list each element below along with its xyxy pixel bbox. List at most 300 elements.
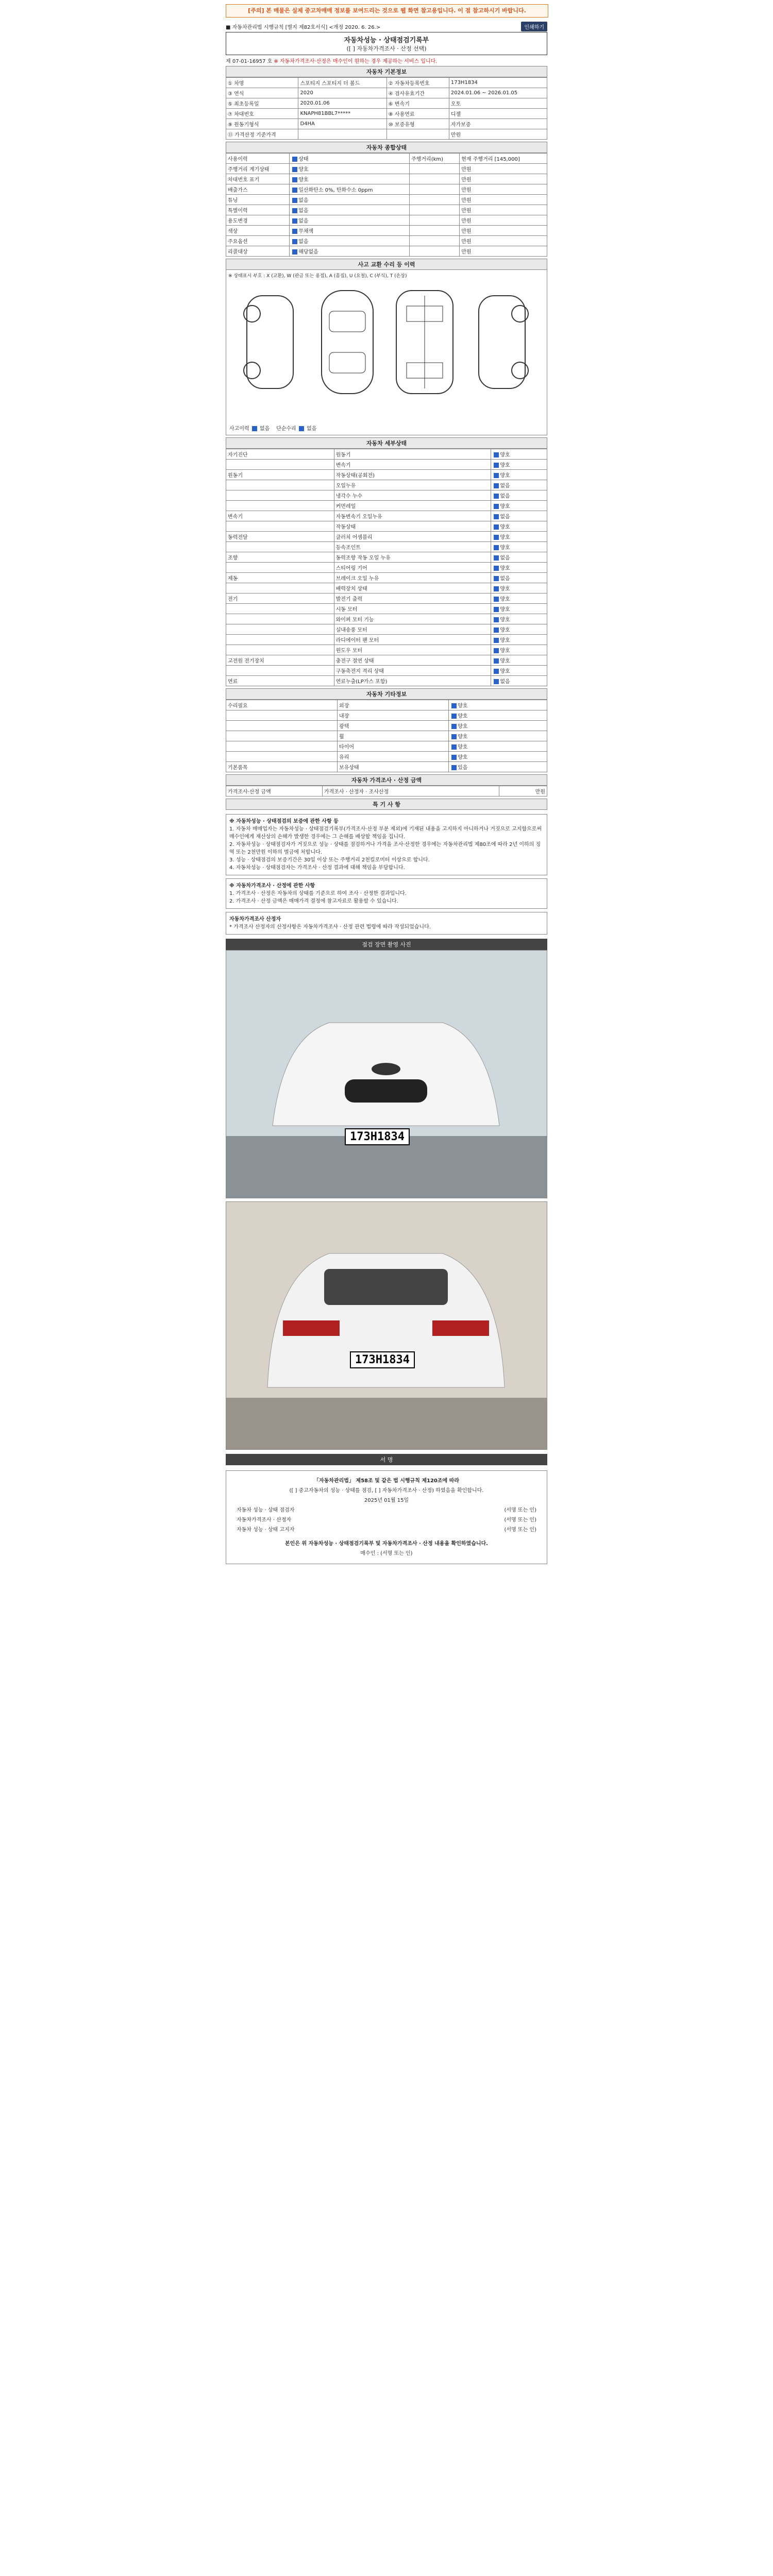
- warranty-paragraph: 3. 성능 · 상태점검의 보증기간은 30일 이상 또는 주행거리 2천킬로미터 이상으로 합니다.: [229, 857, 430, 863]
- status-checkbox[interactable]: [451, 724, 457, 729]
- table-cell: 없음: [290, 205, 410, 215]
- table-cell: 클러치 어셈블리: [334, 532, 491, 542]
- table-cell: 차대번호 표기: [226, 174, 290, 184]
- table-cell: 양호: [491, 666, 547, 676]
- status-row: [226, 154, 547, 164]
- table-cell: 동력전달: [226, 532, 334, 542]
- table-cell: 만원: [460, 195, 547, 205]
- table-cell: 오일누유: [334, 480, 491, 490]
- table-cell: 브레이크 오일 누유: [334, 573, 491, 583]
- table-cell: 작동상태: [334, 521, 491, 532]
- document-title-box: [226, 32, 547, 55]
- status-checkbox[interactable]: [292, 188, 297, 193]
- table-cell: 특별이력: [226, 205, 290, 215]
- table-cell: [226, 731, 338, 741]
- table-cell: 양호: [491, 635, 547, 645]
- sketch-legend: ※ 상태표시 부호 : X (교환), W (판금 또는 용접), A (흠집), U (요철), C (부식), T (손상): [228, 274, 407, 279]
- table-cell: 2024.01.06 ~ 2026.01.05: [449, 88, 547, 98]
- accident-history: [229, 424, 316, 432]
- accident-label: 사고이력: [229, 426, 249, 432]
- table-cell: 만원: [460, 205, 547, 215]
- table-cell: 양호: [491, 655, 547, 666]
- basic-row: [226, 129, 547, 140]
- table-cell: [410, 246, 460, 257]
- table-cell: 없음: [491, 480, 547, 490]
- table-cell: 사용이력: [226, 154, 290, 164]
- status-checkbox[interactable]: [494, 658, 499, 664]
- price-notice-title: ※ 자동차가격조사 · 산정에 관한 사항: [229, 883, 315, 889]
- etc-row: [226, 762, 547, 772]
- car-top-front-icon: [314, 285, 381, 399]
- table-cell: 없음: [290, 236, 410, 246]
- price-paragraph: 2. 가격조사 · 산정 금액은 매매가격 결정에 참고자료로 활용할 수 있습니다.: [229, 899, 398, 904]
- sign-panel: [226, 1470, 547, 1564]
- status-checkbox[interactable]: [494, 555, 499, 561]
- document-title: 자동차성능 · 상태점검기록부: [344, 37, 429, 44]
- detail-row: [226, 449, 547, 460]
- table-cell: [226, 583, 334, 594]
- table-cell: 튜닝: [226, 195, 290, 205]
- table-cell: 양호: [449, 752, 547, 762]
- table-cell: ⑨ 원동기형식: [226, 119, 298, 129]
- detail-row: [226, 542, 547, 552]
- detail-row: [226, 666, 547, 676]
- result-table: [226, 786, 547, 796]
- detail-row: [226, 635, 547, 645]
- price-service-notice: ※ 자동차가격조사·산정은 매수인이 원하는 경우 제공하는 서비스 입니다.: [274, 59, 438, 64]
- table-cell: 없음: [290, 215, 410, 226]
- result-unit: 만원: [499, 786, 547, 796]
- table-cell: 양호: [491, 624, 547, 635]
- table-cell: [226, 741, 338, 752]
- table-cell: 양호: [491, 645, 547, 655]
- notifier-label: 자동차 성능 · 상태 고지자: [237, 1527, 295, 1533]
- table-cell: 자동변속기 오일누유: [334, 511, 491, 521]
- table-cell: 타이어: [338, 741, 449, 752]
- warranty-paragraph: 4. 자동차성능 · 상태점검자는 가격조사 · 산정 결과에 대해 책임을 부담합니다.: [229, 865, 405, 871]
- status-row: [226, 226, 547, 236]
- sign-lead: 「자동차관리법」 제58조 및 같은 법 시행규칙 제120조에 따라: [313, 1478, 460, 1484]
- table-cell: 양호: [290, 164, 410, 174]
- table-cell: 자가보증: [449, 119, 547, 129]
- basic-info-table: [226, 77, 547, 140]
- detail-table: [226, 449, 547, 686]
- table-cell: [226, 614, 334, 624]
- table-cell: 만원: [460, 174, 547, 184]
- status-row: [226, 215, 547, 226]
- status-checkbox[interactable]: [451, 755, 457, 760]
- status-checkbox[interactable]: [494, 535, 499, 540]
- table-cell: 양호: [491, 542, 547, 552]
- table-cell: [226, 645, 334, 655]
- table-cell: 만원: [460, 226, 547, 236]
- status-checkbox[interactable]: [292, 218, 297, 224]
- document-number: 제 07-01-16957 호: [226, 59, 273, 64]
- status-checkbox[interactable]: [451, 703, 457, 708]
- detail-row: [226, 563, 547, 573]
- table-cell: [226, 480, 334, 490]
- table-cell: 주행거리(km): [410, 154, 460, 164]
- appraiser-sign: (서명 또는 인): [504, 1517, 536, 1523]
- print-button[interactable]: 인쇄하기: [521, 22, 547, 31]
- table-cell: 양호: [449, 721, 547, 731]
- table-cell: 양호: [491, 583, 547, 594]
- table-cell: [410, 184, 460, 195]
- repair-checkbox[interactable]: [299, 426, 304, 431]
- detail-row: [226, 501, 547, 511]
- table-cell: 유리: [338, 752, 449, 762]
- section-detail: 자동차 세부상태: [226, 437, 547, 449]
- table-cell: [386, 129, 449, 140]
- status-checkbox[interactable]: [494, 628, 499, 633]
- detail-row: [226, 532, 547, 542]
- car-left-side-icon: [237, 285, 304, 399]
- status-checkbox[interactable]: [494, 483, 499, 488]
- status-checkbox[interactable]: [494, 504, 499, 509]
- price-notice: [226, 878, 547, 909]
- photos-header: 점검 장면 촬영 사진: [226, 939, 547, 950]
- table-cell: 상태: [290, 154, 410, 164]
- table-cell: 시동 모터: [334, 604, 491, 614]
- price-notice-body: [229, 890, 544, 905]
- status-checkbox[interactable]: [494, 524, 499, 530]
- document-subtitle: ([ ] 자동차가격조사 · 산정 선택): [346, 45, 427, 52]
- table-cell: 만원: [460, 236, 547, 246]
- table-cell: 만원: [460, 184, 547, 195]
- law-reference: ■ 자동차관리법 시행규칙 [별지 제82호서식] <개정 2020. 6. 26.>: [226, 24, 381, 30]
- table-cell: [410, 236, 460, 246]
- warranty-title: ※ 자동차성능 · 상태점검의 보증에 관한 사항 등: [229, 819, 339, 824]
- table-cell: 일산화탄소 0%, 탄화수소 0ppm: [290, 184, 410, 195]
- etc-row: [226, 741, 547, 752]
- table-cell: ② 자동차등록번호: [386, 78, 449, 88]
- warranty-paragraph: 2. 자동차성능 · 상태점검자가 거짓으로 성능 · 상태를 점검하거나 가격을 조사·산정한 경우에는 자동차관리법 제80조에 따라 2년 이하의 징역 또는 2천만원 이하의 벌금에 처합니다.: [229, 842, 541, 855]
- table-cell: [226, 563, 334, 573]
- table-cell: 원동기: [334, 449, 491, 460]
- table-cell: 양호: [491, 532, 547, 542]
- table-cell: ⑧ 사용연료: [386, 109, 449, 119]
- section-result: 자동차 가격조사 · 산정 금액: [226, 774, 547, 786]
- table-cell: 2020.01.06: [298, 98, 386, 109]
- notifier-sign: (서명 또는 인): [504, 1527, 536, 1533]
- basic-row: [226, 88, 547, 98]
- price-paragraph: 1. 가격조사 · 산정은 자동차의 상태를 기준으로 하여 조사 · 산정한 결과입니다.: [229, 891, 407, 896]
- status-checkbox[interactable]: [494, 648, 499, 653]
- table-cell: 양호: [449, 700, 547, 710]
- repair-value: 없음: [307, 426, 317, 432]
- table-cell: 양호: [449, 741, 547, 752]
- appraiser-label: 자동차가격조사 · 산정자: [237, 1517, 292, 1523]
- status-checkbox[interactable]: [494, 679, 499, 684]
- warranty-paragraph: 1. 자동차 매매업자는 자동차성능 · 상태점검기록부(가격조사·산정 부분 제외)에 기재된 내용을 고지하지 아니하거나 거짓으로 고지함으로써 매수인에게 재산상의 손해가 발생한 경우에는 그 손해를 배상할 책임을 집니다.: [229, 826, 542, 840]
- table-cell: 구동축전지 격리 상태: [334, 666, 491, 676]
- detail-row: [226, 614, 547, 624]
- table-cell: [410, 174, 460, 184]
- checker-note: * 가격조사 산정자의 산정사항은 자동차가격조사 · 산정 관련 법령에 따라 작성되었습니다.: [229, 924, 431, 930]
- etc-row: [226, 700, 547, 710]
- sign-date: 2025년 01월 15일: [364, 1498, 409, 1503]
- table-cell: [410, 215, 460, 226]
- table-cell: [410, 205, 460, 215]
- status-checkbox[interactable]: [451, 714, 457, 719]
- result-row: [226, 786, 547, 796]
- detail-row: [226, 552, 547, 563]
- buyer-sign: 매수인 : (서명 또는 인): [360, 1551, 413, 1556]
- detail-row: [226, 583, 547, 594]
- status-checkbox[interactable]: [292, 177, 297, 182]
- table-cell: 양호: [491, 594, 547, 604]
- table-cell: ⑤ 최초등록일: [226, 98, 298, 109]
- status-checkbox[interactable]: [494, 586, 499, 591]
- table-cell: 양호: [449, 710, 547, 721]
- etc-row: [226, 731, 547, 741]
- car-rear-image: [226, 1202, 547, 1449]
- table-cell: 리콜대상: [226, 246, 290, 257]
- table-cell: 양호: [491, 614, 547, 624]
- detail-row: [226, 511, 547, 521]
- detail-row: [226, 624, 547, 635]
- status-checkbox[interactable]: [292, 229, 297, 234]
- table-cell: [226, 624, 334, 635]
- repair-label: 단순수리: [276, 426, 296, 432]
- table-cell: 내장: [338, 710, 449, 721]
- table-cell: [226, 542, 334, 552]
- table-cell: 양호: [290, 174, 410, 184]
- table-cell: [226, 752, 338, 762]
- table-cell: 없음: [491, 511, 547, 521]
- car-diagram-panel: [226, 270, 547, 435]
- table-cell: 제동: [226, 573, 334, 583]
- table-cell: 원동기: [226, 470, 334, 480]
- table-cell: 없음: [290, 195, 410, 205]
- table-cell: 외장: [338, 700, 449, 710]
- car-right-side-icon: [468, 285, 535, 399]
- table-cell: 보유상태: [338, 762, 449, 772]
- status-checkbox[interactable]: [494, 617, 499, 622]
- table-cell: 디젤: [449, 109, 547, 119]
- table-cell: ⑦ 차대번호: [226, 109, 298, 119]
- table-cell: 현재 주행거리 [145,000]: [460, 154, 547, 164]
- table-cell: 무채색: [290, 226, 410, 236]
- sign-row-inspector: [237, 1505, 536, 1515]
- status-checkbox[interactable]: [494, 566, 499, 571]
- table-cell: 2020: [298, 88, 386, 98]
- section-etc: 자동차 기타정보: [226, 688, 547, 700]
- table-cell: 양호: [491, 460, 547, 470]
- car-underbody-icon: [391, 285, 458, 399]
- document-number-row: [226, 55, 547, 66]
- status-checkbox[interactable]: [494, 576, 499, 581]
- table-cell: 실내송풍 모터: [334, 624, 491, 635]
- table-cell: 연료누출(LP가스 포함): [334, 676, 491, 686]
- table-cell: 와이퍼 모터 기능: [334, 614, 491, 624]
- table-cell: 있음: [449, 762, 547, 772]
- accident-checkbox[interactable]: [252, 426, 257, 431]
- table-cell: [410, 164, 460, 174]
- table-cell: 양호: [491, 521, 547, 532]
- checker-notice: [226, 912, 547, 935]
- table-cell: KNAPH81BBL7*****: [298, 109, 386, 119]
- table-cell: [226, 721, 338, 731]
- status-checkbox[interactable]: [292, 208, 297, 213]
- table-cell: [226, 490, 334, 501]
- status-row: [226, 195, 547, 205]
- table-cell: 고전원 전기장치: [226, 655, 334, 666]
- status-checkbox[interactable]: [494, 514, 499, 519]
- table-cell: 윈도우 모터: [334, 645, 491, 655]
- table-cell: [226, 635, 334, 645]
- table-cell: 조향: [226, 552, 334, 563]
- table-cell: ③ 연식: [226, 88, 298, 98]
- table-cell: 용도변경: [226, 215, 290, 226]
- table-cell: 광택: [338, 721, 449, 731]
- table-cell: 해당없음: [290, 246, 410, 257]
- status-checkbox[interactable]: [494, 463, 499, 468]
- status-row: [226, 236, 547, 246]
- sign-row-appraiser: [237, 1515, 536, 1525]
- table-cell: 기본품목: [226, 762, 338, 772]
- table-cell: 양호: [491, 563, 547, 573]
- table-cell: ④ 검사유효기간: [386, 88, 449, 98]
- sign-footer: 본인은 위 자동차성능 · 상태점검기록부 및 자동차가격조사 · 산정 내용을 확인하였습니다.: [285, 1541, 488, 1547]
- form-header-line: [226, 21, 547, 32]
- detail-row: [226, 480, 547, 490]
- status-checkbox[interactable]: [292, 167, 297, 172]
- rear-plate: 173H1834: [350, 1351, 415, 1368]
- basic-row: [226, 78, 547, 88]
- inspection-document: [226, 21, 547, 1564]
- detail-row: [226, 470, 547, 480]
- sign-header: 서 명: [226, 1454, 547, 1465]
- front-photo: [226, 950, 547, 1198]
- status-row: [226, 246, 547, 257]
- section-sketch: 사고 교환 수리 등 이력: [226, 259, 547, 270]
- etc-row: [226, 721, 547, 731]
- status-checkbox[interactable]: [451, 765, 457, 770]
- table-cell: 휠: [338, 731, 449, 741]
- table-cell: 커먼레일: [334, 501, 491, 511]
- table-cell: 만원: [449, 129, 547, 140]
- detail-row: [226, 594, 547, 604]
- status-checkbox[interactable]: [292, 198, 297, 203]
- table-cell: [226, 521, 334, 532]
- table-cell: 변속기: [334, 460, 491, 470]
- table-cell: 양호: [491, 501, 547, 511]
- etc-row: [226, 752, 547, 762]
- table-cell: 없음: [491, 676, 547, 686]
- table-cell: ⑥ 변속기: [386, 98, 449, 109]
- warranty-notice: [226, 814, 547, 875]
- table-cell: 양호: [491, 604, 547, 614]
- etc-row: [226, 710, 547, 721]
- detail-row: [226, 676, 547, 686]
- table-cell: 주행거리 계기상태: [226, 164, 290, 174]
- special-notes-head: 특 기 사 항: [226, 799, 547, 810]
- status-row: [226, 205, 547, 215]
- table-cell: ⑪ 가격산정 기준가격: [226, 129, 298, 140]
- table-cell: 냉각수 누수: [334, 490, 491, 501]
- etc-table: [226, 700, 547, 772]
- detail-row: [226, 645, 547, 655]
- warning-banner: [주의] 본 매물은 실제 중고차매매 정보를 보여드리는 것으로 웹 화면 참고용입니다. 이 점 참고하시기 바랍니다.: [226, 4, 548, 18]
- table-cell: 스티어링 기어: [334, 563, 491, 573]
- table-cell: 없음: [491, 552, 547, 563]
- table-cell: [410, 195, 460, 205]
- section-status: 자동차 종합상태: [226, 142, 547, 153]
- status-checkbox[interactable]: [494, 638, 499, 643]
- status-checkbox[interactable]: [494, 669, 499, 674]
- table-cell: 작동상태(공회전): [334, 470, 491, 480]
- table-cell: 등속조인트: [334, 542, 491, 552]
- status-checkbox[interactable]: [494, 597, 499, 602]
- status-checkbox[interactable]: [451, 734, 457, 739]
- table-cell: 전기: [226, 594, 334, 604]
- detail-row: [226, 573, 547, 583]
- table-cell: 스포티지 스포티지 더 볼드: [298, 78, 386, 88]
- table-cell: [226, 666, 334, 676]
- table-cell: ⑩ 보증유형: [386, 119, 449, 129]
- table-cell: [226, 604, 334, 614]
- status-checkbox[interactable]: [292, 239, 297, 244]
- table-cell: 자기진단: [226, 449, 334, 460]
- inspector-sign: (서명 또는 인): [504, 1507, 536, 1513]
- result-label: 가격조사·산정 금액: [226, 786, 323, 796]
- status-checkbox[interactable]: [494, 452, 499, 457]
- detail-row: [226, 460, 547, 470]
- table-cell: 만원: [460, 246, 547, 257]
- detail-row: [226, 521, 547, 532]
- table-cell: 변속기: [226, 511, 334, 521]
- rear-photo: [226, 1201, 547, 1450]
- status-checkbox[interactable]: [292, 157, 297, 162]
- table-cell: [298, 129, 386, 140]
- table-cell: ① 차명: [226, 78, 298, 88]
- status-checkbox[interactable]: [494, 607, 499, 612]
- sign-lead2: ([ ] 중고자동차의 성능 · 상태를 점검, [ ] 자동차가격조사 · 산정) 하였음을 확인합니다.: [289, 1488, 484, 1494]
- table-cell: 충전구 절연 상태: [334, 655, 491, 666]
- table-cell: 연료: [226, 676, 334, 686]
- table-cell: 주요옵션: [226, 236, 290, 246]
- status-checkbox[interactable]: [494, 494, 499, 499]
- status-row: [226, 184, 547, 195]
- status-row: [226, 174, 547, 184]
- table-cell: 동력조향 작동 오일 누유: [334, 552, 491, 563]
- status-checkbox[interactable]: [451, 744, 457, 750]
- basic-row: [226, 98, 547, 109]
- status-checkbox[interactable]: [494, 545, 499, 550]
- status-checkbox[interactable]: [292, 249, 297, 255]
- table-cell: 배출가스: [226, 184, 290, 195]
- status-checkbox[interactable]: [494, 473, 499, 478]
- inspector-label: 자동차 성능 · 상태 점검자: [237, 1507, 295, 1513]
- table-cell: 수리필요: [226, 700, 338, 710]
- table-cell: 양호: [491, 449, 547, 460]
- table-cell: 발전기 출력: [334, 594, 491, 604]
- table-cell: 배력장치 상태: [334, 583, 491, 594]
- table-cell: 만원: [460, 164, 547, 174]
- table-cell: 라디에이터 팬 모터: [334, 635, 491, 645]
- detail-row: [226, 604, 547, 614]
- section-basic-info: 자동차 기본정보: [226, 66, 547, 77]
- table-cell: 양호: [449, 731, 547, 741]
- table-cell: 오토: [449, 98, 547, 109]
- table-cell: 양호: [491, 470, 547, 480]
- table-cell: [226, 710, 338, 721]
- checker-title: 자동차가격조사 산정자: [229, 917, 281, 922]
- result-note: 가격조사 · 산정자 · 조사산정: [322, 786, 499, 796]
- table-cell: [226, 501, 334, 511]
- warranty-body: [229, 825, 544, 872]
